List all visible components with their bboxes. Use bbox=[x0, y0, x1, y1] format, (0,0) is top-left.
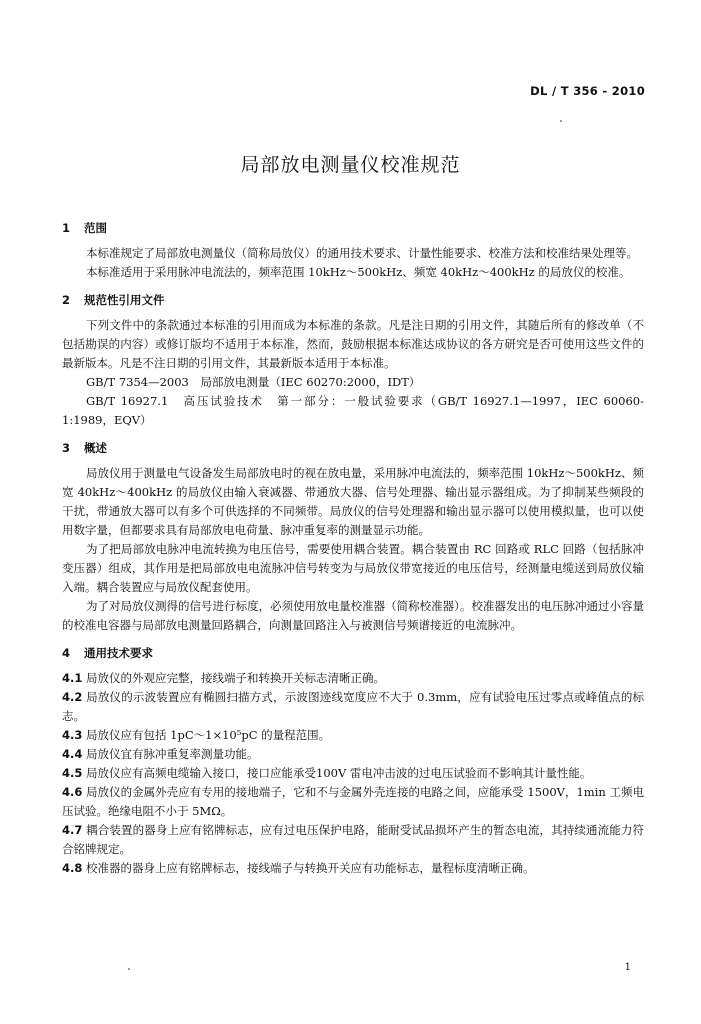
clause-text: 局放仪的示波装置应有椭圆扫描方式，示波图迹线宽度应不大于 0.3mm，应有试验电压过零点或峰值点的标志。 bbox=[62, 690, 644, 723]
paragraph: 局放仪用于测量电气设备发生局部放电时的视在放电量，采用脉冲电流法的，频率范围 10kHz～500kHz、频宽 40kHz～400kHz 的局放仪由输入衰减器、带通放大器、信号处理器、输出显示器组成。为了抑制某些频段的干扰，带通放大器可以有多个可供选择的不同频带。局放仪的信号处理器和输出显示器可以使用模拟量，也可以使用数字量，但都要求具有局部放电电荷量、脉冲重复率的测量显示功能。 bbox=[62, 466, 644, 537]
clause-text: 局放仪的外观应完整，接线端子和转换开关标志清晰正确。 bbox=[86, 671, 385, 685]
clause-number: 4.1 bbox=[62, 671, 83, 685]
scan-speck bbox=[128, 968, 130, 970]
clause-number: 4.4 bbox=[62, 747, 83, 761]
section-title: 范围 bbox=[84, 221, 107, 235]
clause-number: 4.3 bbox=[62, 728, 83, 742]
section-number: 3 bbox=[62, 441, 71, 455]
clause-text: 局放仪的金属外壳应有专用的接地端子，它和不与金属外壳连接的电路之间，应能承受 1500V，1min 工频电压试验。绝缘电阻不小于 5MΩ。 bbox=[62, 785, 644, 818]
standard-code: DL / T 356 - 2010 bbox=[530, 84, 645, 98]
reference-item: GB/T 16927.1 高压试验技术 第一部分：一般试验要求（GB/T 16927.1—1997，IEC 60060-1:1989，EQV） bbox=[62, 394, 644, 427]
clause-item bbox=[62, 821, 644, 859]
page-number: 1 bbox=[624, 962, 631, 973]
clause-number: 4.8 bbox=[62, 861, 83, 875]
clause-item bbox=[62, 688, 644, 726]
paragraph: 为了对局放仪测得的信号进行标度，必须使用放电量校准器（简称校准器）。校准器发出的电压脉冲通过小容量的校准电容器与局部放电测量回路耦合，向测量回路注入与被测信号频谱接近的电流脉冲。 bbox=[62, 599, 644, 632]
section-heading-2 bbox=[62, 292, 644, 308]
clause-text: 校准器的器身上应有铭牌标志，接线端子与转换开关应有功能标志，量程标度清晰正确。 bbox=[86, 861, 535, 875]
clause-number: 4.6 bbox=[62, 785, 83, 799]
paragraph: 本标准适用于采用脉冲电流法的，频率范围 10kHz～500kHz、频宽 40kHz～400kHz 的局放仪的校准。 bbox=[86, 265, 631, 279]
paragraph: 为了把局部放电脉冲电流转换为电压信号，需要使用耦合装置。耦合装置由 RC 回路或 RLC 回路（包括脉冲变压器）组成，其作用是把局部放电电流脉冲信号转变为与局放仪带宽接近的电压信号，经测量电缆送到局放仪输入端。耦合装置应与局放仪配套使用。 bbox=[62, 542, 644, 594]
clause-text: 局放仪应有高频电缆输入接口，接口应能承受100V 雷电冲击波的过电压试验而不影响其计量性能。 bbox=[86, 766, 592, 780]
section-title: 概述 bbox=[84, 441, 107, 455]
clause-text: 局放仪宜有脉冲重复率测量功能。 bbox=[86, 747, 259, 761]
paragraph: 本标准规定了局部放电测量仪（简称局放仪）的通用技术要求、计量性能要求、校准方法和校准结果处理等。 bbox=[86, 246, 638, 260]
reference-item: GB/T 7354—2003 局部放电测量（IEC 60270:2000，IDT） bbox=[86, 375, 421, 389]
section-number: 4 bbox=[62, 646, 71, 660]
clause-number: 4.2 bbox=[62, 690, 83, 704]
clause-number: 4.7 bbox=[62, 823, 83, 837]
paragraph: 下列文件中的条款通过本标准的引用而成为本标准的条款。凡是注日期的引用文件，其随后所有的修改单（不包括勘误的内容）或修订版均不适用于本标准，然而，鼓励根据本标准达成协议的各方研究是否可使用这些文件的最新版本。凡是不注日期的引用文件，其最新版本适用于本标准。 bbox=[62, 318, 644, 370]
section-number: 1 bbox=[62, 221, 71, 235]
clause-text: 耦合装置的器身上应有铭牌标志，应有过电压保护电路，能耐受试品损坏产生的暂态电流，其持续通流能力符合铭牌规定。 bbox=[62, 823, 644, 856]
section-number: 2 bbox=[62, 293, 71, 307]
clause-number: 4.5 bbox=[62, 766, 83, 780]
clause-item bbox=[62, 745, 644, 764]
document-title: 局部放电测量仪校准规范 bbox=[240, 154, 461, 176]
clause-item bbox=[62, 726, 644, 745]
section-title: 规范性引用文件 bbox=[84, 293, 165, 307]
document-body bbox=[62, 220, 644, 878]
section-title: 通用技术要求 bbox=[84, 646, 153, 660]
clause-item bbox=[62, 669, 644, 688]
section-heading-3 bbox=[62, 440, 644, 456]
clause-item bbox=[62, 859, 644, 878]
clause-item bbox=[62, 783, 644, 821]
section-heading-1 bbox=[62, 220, 644, 236]
section-heading-4 bbox=[62, 645, 644, 661]
clause-text: 局放仪应有包括 1pC～1×10⁵pC 的量程范围。 bbox=[86, 728, 331, 742]
clause-item bbox=[62, 764, 644, 783]
scan-speck bbox=[560, 120, 562, 122]
